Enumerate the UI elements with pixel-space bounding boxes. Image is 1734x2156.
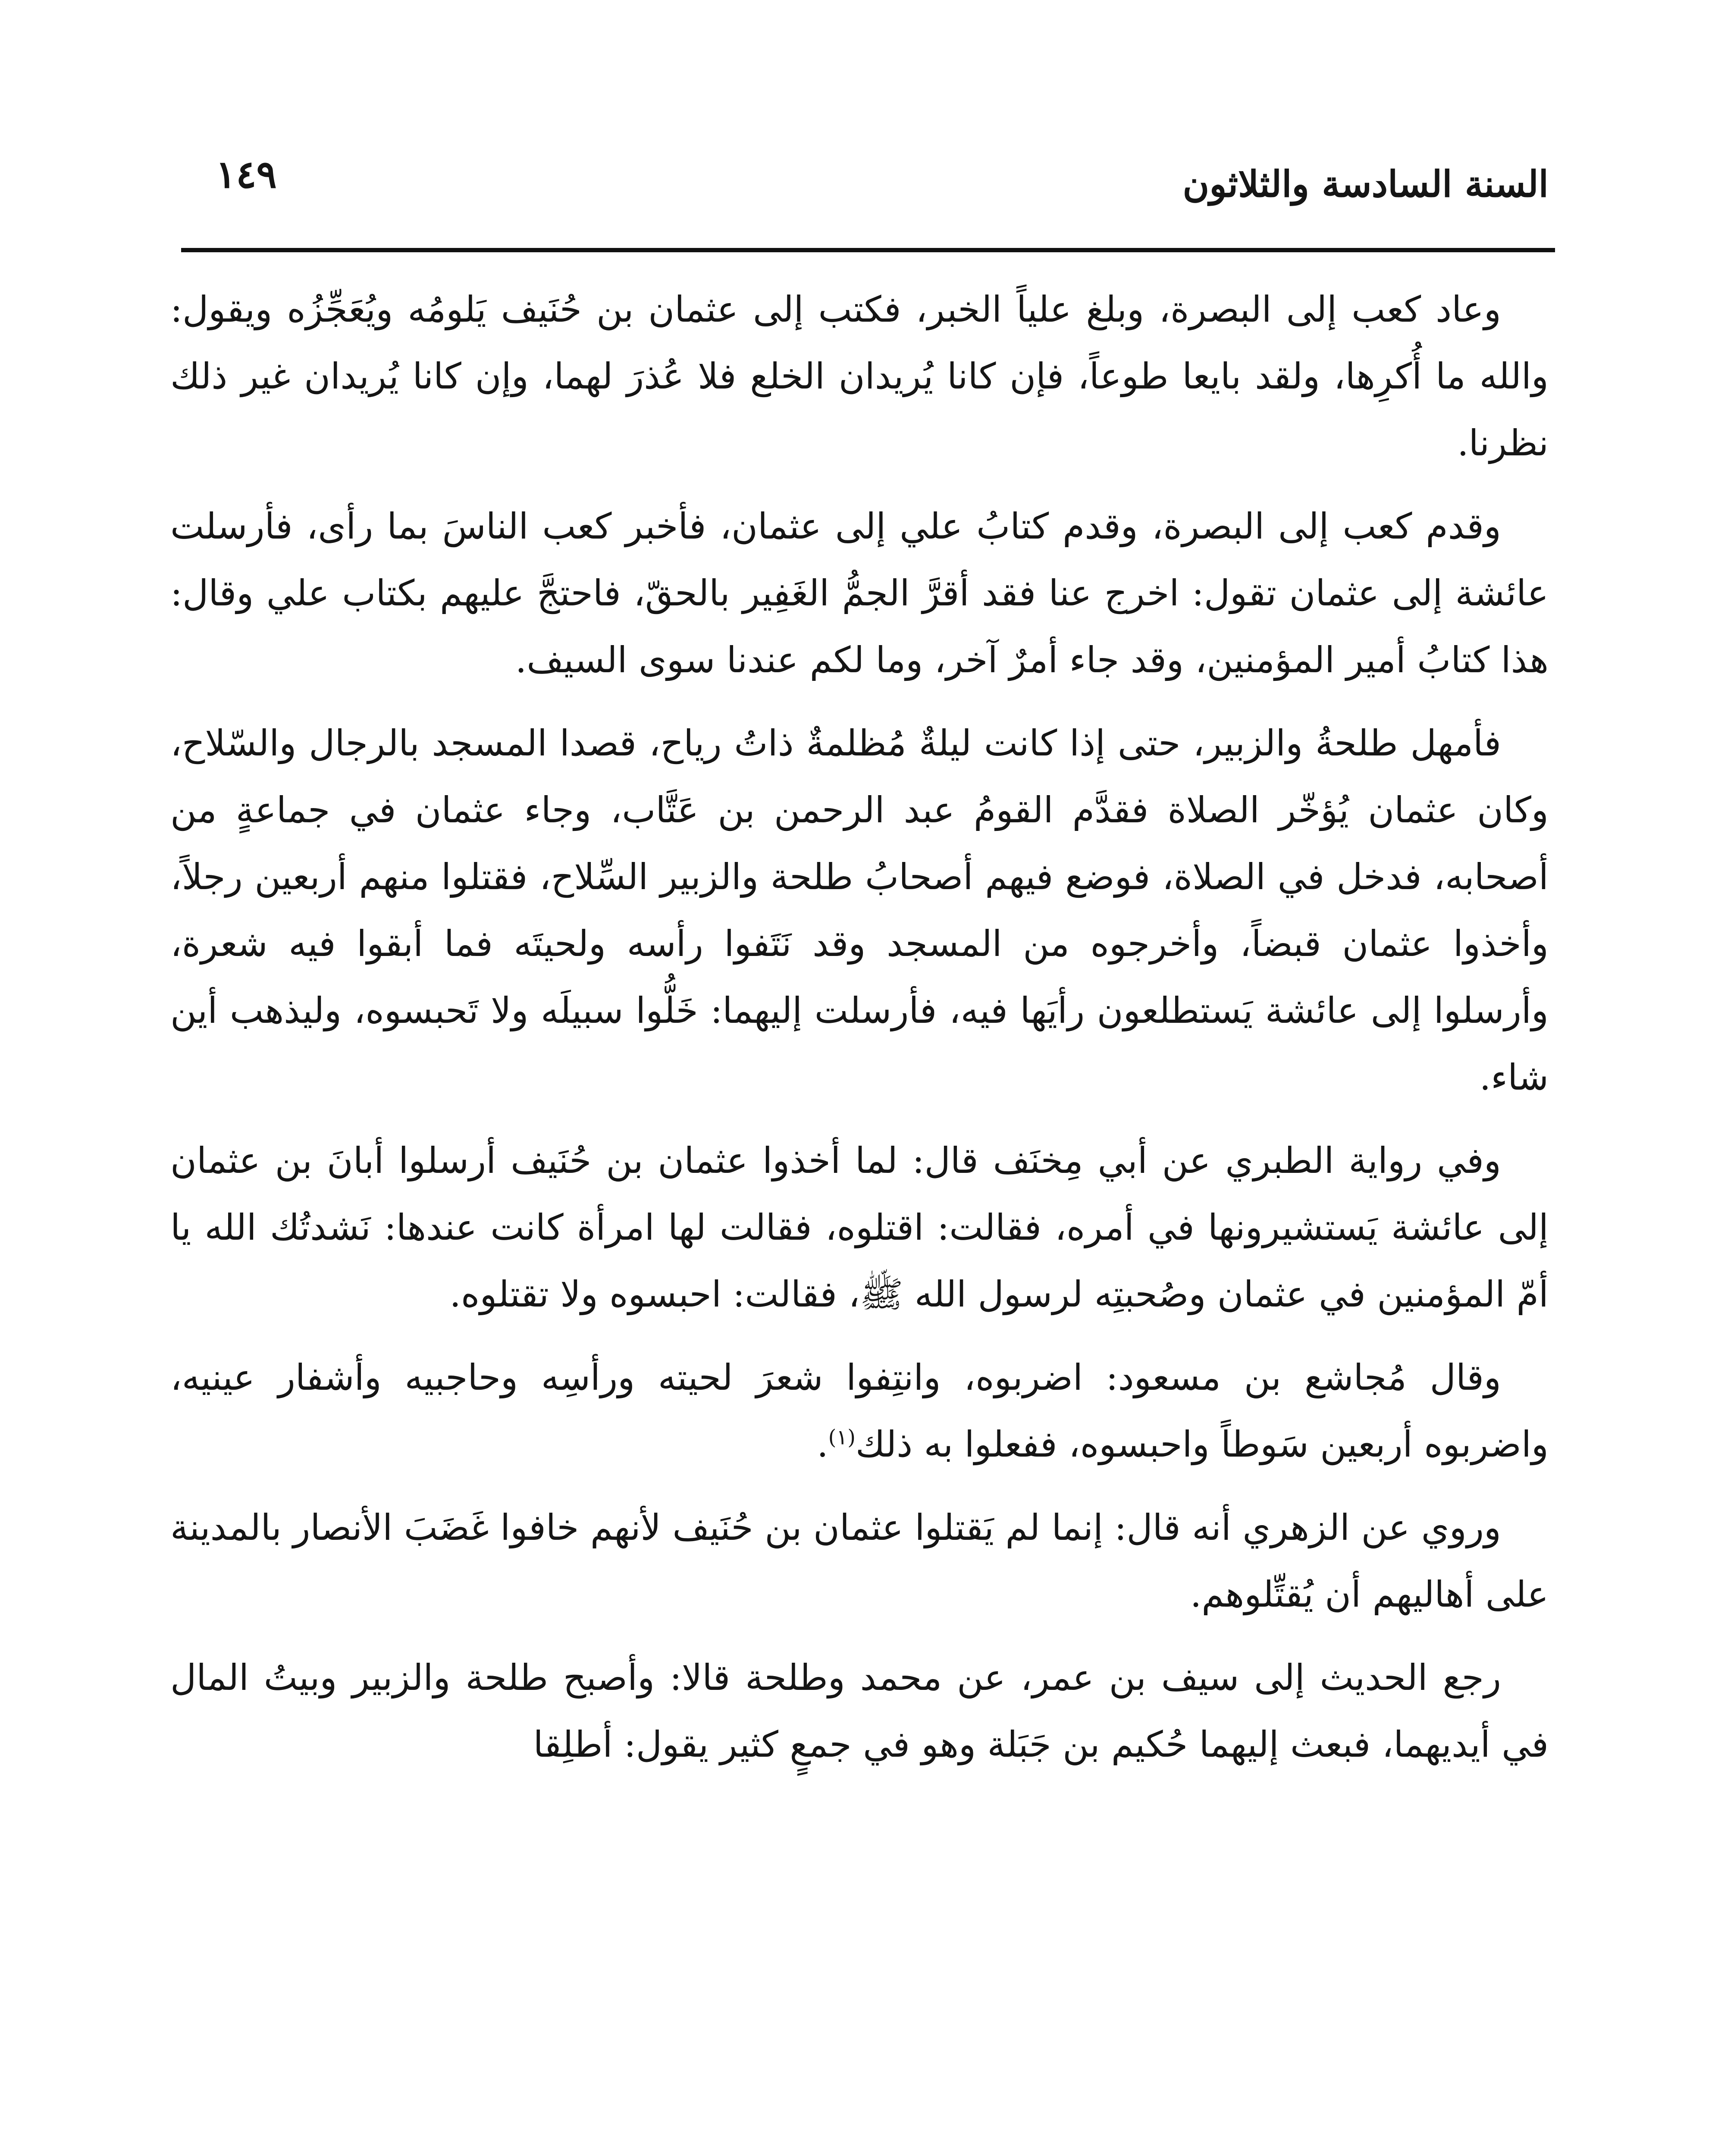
paragraph — [170, 1644, 1549, 1778]
paragraph — [170, 710, 1549, 1111]
body-text — [170, 276, 1549, 1794]
paragraph-text: وفي رواية الطبري عن أبي مِخنَف قال: لما أخذوا عثمان بن حُنَيف أرسلوا أبانَ بن عثمان إلى عائشة يَستشيرونها في أمره، فقالت: اقتلوه، فقالت لها امرأة كانت عندها: نَشدتُك الله يا أمّ المؤمنين في عثمان وصُحبتِه لرسول الله ﷺ، فقالت: احبسوه ولا تقتلوه. — [170, 1140, 1549, 1315]
page-number: ١٤٩ — [216, 152, 277, 197]
header-rule — [181, 248, 1555, 252]
paragraph — [170, 1494, 1549, 1628]
paragraph-text: رجع الحديث إلى سيف بن عمر، عن محمد وطلحة قالا: وأصبح طلحة والزبير وبيتُ المال في أيديهما، فبعث إليهما حُكيم بن جَبَلة وهو في جمعٍ كثير يقول: أطلِقا — [170, 1657, 1549, 1765]
running-title: السنة السادسة والثلاثون — [1182, 163, 1549, 205]
paragraph-text: وعاد كعب إلى البصرة، وبلغ علياً الخبر، فكتب إلى عثمان بن حُنَيف يَلومُه ويُعَجِّزُه ويقول: والله ما أُكرِها، ولقد بايعا طوعاً، فإن كانا يُريدان الخلع فلا عُذرَ لهما، وإن كانا يُريدان غير ذلك نظرنا. — [170, 288, 1549, 464]
paragraph-text: وقال مُجاشع بن مسعود: اضربوه، وانتِفوا شعرَ لحيته ورأسِه وحاجبيه وأشفار عينيه، واضربوه أربعين سَوطاً واحبسوه، ففعلوا به ذلك — [170, 1357, 1549, 1465]
paragraph-text: فأمهل طلحةُ والزبير، حتى إذا كانت ليلةٌ مُظلمةٌ ذاتُ رياح، قصدا المسجد بالرجال والسّلاح، وكان عثمان يُؤخّر الصلاة فقدَّم القومُ عبد الرحمن بن عَتَّاب، وجاء عثمان في جماعةٍ من أصحابه، فدخل في الصلاة، فوضع فيهم أصحابُ طلحة والزبير السِّلاح، فقتلوا منهم أربعين رجلاً، وأخذوا عثمان قبضاً، وأخرجوه من المسجد وقد نَتَفوا رأسه ولحيتَه فما أبقوا فيه شعرة، وأرسلوا إلى عائشة يَستطلعون رأيَها فيه، فأرسلت إليهما: خَلُّوا سبيلَه ولا تَحبسوه، وليذهب أين شاء. — [170, 722, 1549, 1098]
paragraph — [170, 1127, 1549, 1328]
paragraph: وقال مُجاشع بن مسعود: اضربوه، وانتِفوا شعرَ لحيته ورأسِه وحاجبيه وأشفار عينيه، واضربوه أربعين سَوطاً واحبسوه، ففعلوا به ذلك$^{(١)}$. — [170, 1357, 1549, 1465]
paragraph — [170, 493, 1549, 693]
paragraph-text: وقدم كعب إلى البصرة، وقدم كتابُ علي إلى عثمان، فأخبر كعب الناسَ بما رأى، فأرسلت عائشة إلى عثمان تقول: اخرج عنا فقد أقرَّ الجمُّ الغَفِير بالحقّ، فاحتجَّ عليهم بكتاب علي وقال: هذا كتابُ أمير المؤمنين، وقد جاء أمرٌ آخر، وما لكم عندنا سوى السيف. — [170, 505, 1549, 681]
paragraph — [170, 276, 1549, 476]
footnote-marker[interactable]: (١) — [828, 1425, 856, 1450]
paragraph-text: وروي عن الزهري أنه قال: إنما لم يَقتلوا عثمان بن حُنَيف لأنهم خافوا غَضَبَ الأنصار بالمدينة على أهاليهم أن يُقتِّلوهم. — [170, 1507, 1549, 1615]
page-header — [190, 142, 1549, 229]
